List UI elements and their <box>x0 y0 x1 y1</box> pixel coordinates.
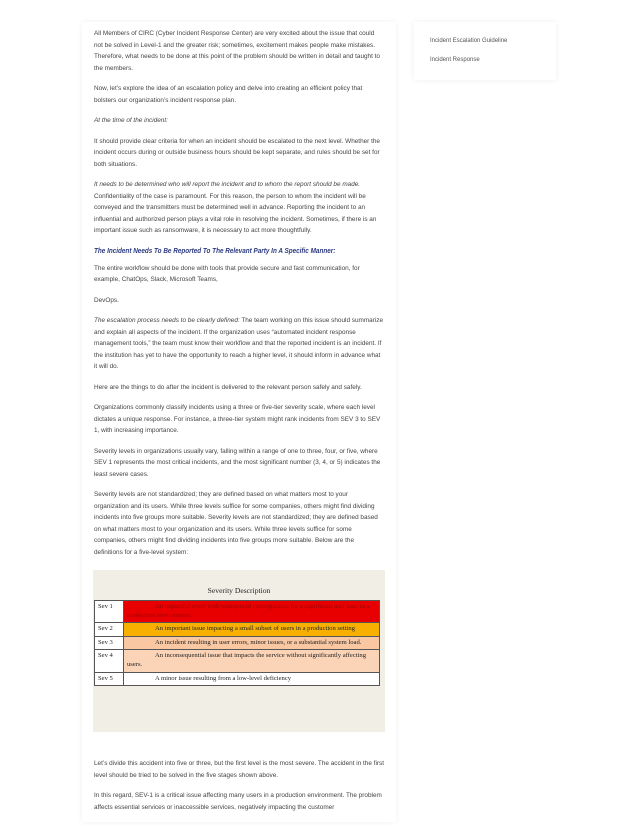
paragraph: Severity levels are not standardized; they are defined based on what matters most to your organization and its users. While three levels suffice for some companies, others might find dividing incidents into five groups more suitable. Severity levels are not standardized; they are defined based on what matters most to your organization and its users. While three levels suffice for some companies, others might find dividing incidents into five groups more suitable. Below are the definitions for a five-level system: <box>94 491 378 556</box>
severity-figure <box>93 570 385 732</box>
table-row <box>95 636 380 650</box>
paragraph <box>94 315 384 373</box>
severity-description: An incident resulting in user errors, minor issues, or a substantial system load. <box>124 636 380 650</box>
paragraph: Severity levels in organizations usually vary, falling within a range of one to three, four, or five, where SEV 1 represents the most critical incidents, and the most significant number (3, 4, or 5) indicates the least severe cases. <box>94 447 381 478</box>
severity-level: Sev 5 <box>95 672 124 686</box>
paragraph: Organizations commonly classify incidents using a three or five-tier severity scale, where each level dictates a unique response. For instance, a three-tier system might rank incidents from SEV 3 to SEV 1, with increasing importance. <box>94 404 381 434</box>
severity-table <box>94 600 380 686</box>
severity-description: An inconsequential issue that impacts the service without significantly affecting users. <box>124 650 380 672</box>
paragraph: In this regard, SEV-1 is a critical issue affecting many users in a production environment. The problem affects essential services or inaccessible services, negatively impacting the customer <box>94 792 382 811</box>
severity-level: Sev 2 <box>95 623 124 637</box>
paragraph: DevOps. <box>94 296 119 304</box>
paragraph-text: Confidentiality of the case is paramount. For this reason, the person to whom the incident will be conveyed and the transmitters must be determined well in advance. Reporting the incident to an influential and authorized person plays a vital role in resolving the incident. Sometimes, if there is an important issue such as ransomware, it is necessary to act more thoughtfully. <box>94 192 377 234</box>
sidebar-link-incident-response[interactable]: Incident Response <box>430 57 480 63</box>
sidebar-link-escalation-guideline[interactable]: Incident Escalation Guideline <box>430 38 508 44</box>
paragraph <box>94 179 384 237</box>
paragraph: Let’s divide this accident into five or three, but the first level is the most severe. The accident in the first level should be tried to be solved in the five stages shown above. <box>94 760 384 779</box>
table-row <box>95 623 380 637</box>
paragraph: All Members of CIRC (Cyber Incident Response Center) are very excited about the issue that could not be solved in Level-1 and the greater risk; sometimes, excitement makes people make mistakes. Therefore, what needs to be done at this point of the problem should be written in detail and taught to the members. <box>94 30 380 72</box>
paragraph <box>94 115 384 127</box>
severity-level: Sev 1 <box>95 601 124 623</box>
severity-description: An impactful event with widespread consequences for a significant user base in a production environment. <box>124 601 380 623</box>
severity-description: An important issue impacting a small subset of users in a production setting <box>124 623 380 637</box>
paragraph: Here are the things to do after the incident is delivered to the relevant person safely and safely. <box>94 383 362 391</box>
severity-title: Severity Description <box>207 586 271 595</box>
paragraph: It should provide clear criteria for when an incident should be escalated to the next level. Whether the incident occurs during or outside business hours should be kept separate, and rules should be set for both situations. <box>94 137 380 168</box>
italic-text: At the time of the incident: <box>94 117 168 124</box>
italic-text: The escalation process needs to be clearly defined: <box>94 317 240 324</box>
severity-level: Sev 3 <box>95 636 124 650</box>
severity-description: A minor issue resulting from a low-level deficiency <box>124 672 380 686</box>
paragraph: The entire workflow should be done with tools that provide secure and fast communication, for example, ChatOps, Slack, Microsoft Teams, <box>94 264 360 283</box>
table-row <box>95 650 380 672</box>
table-row <box>95 601 380 623</box>
paragraph-text: The team working on this issue should summarize and explain all aspects of the incident. If the organization uses “automated incident response management tools,” the team must know their workflow and that the reported incident is an incident. If the institution has yet to have the opportunity to reach a higher level, it should inform in advance what it will do. <box>94 317 384 370</box>
section-heading: The Incident Needs To Be Reported To The Relevant Party In A Specific Manner: <box>94 245 336 255</box>
table-row <box>95 672 380 686</box>
paragraph: Now, let’s explore the idea of an escalation policy and delve into creating an efficient policy that bolsters our organization’s incident response plan. <box>94 85 363 104</box>
italic-text: It needs to be determined who will report the incident and to whom the report should be made. <box>94 181 361 188</box>
article-body <box>82 22 396 822</box>
severity-level: Sev 4 <box>95 650 124 672</box>
sidebar-card <box>414 22 556 80</box>
